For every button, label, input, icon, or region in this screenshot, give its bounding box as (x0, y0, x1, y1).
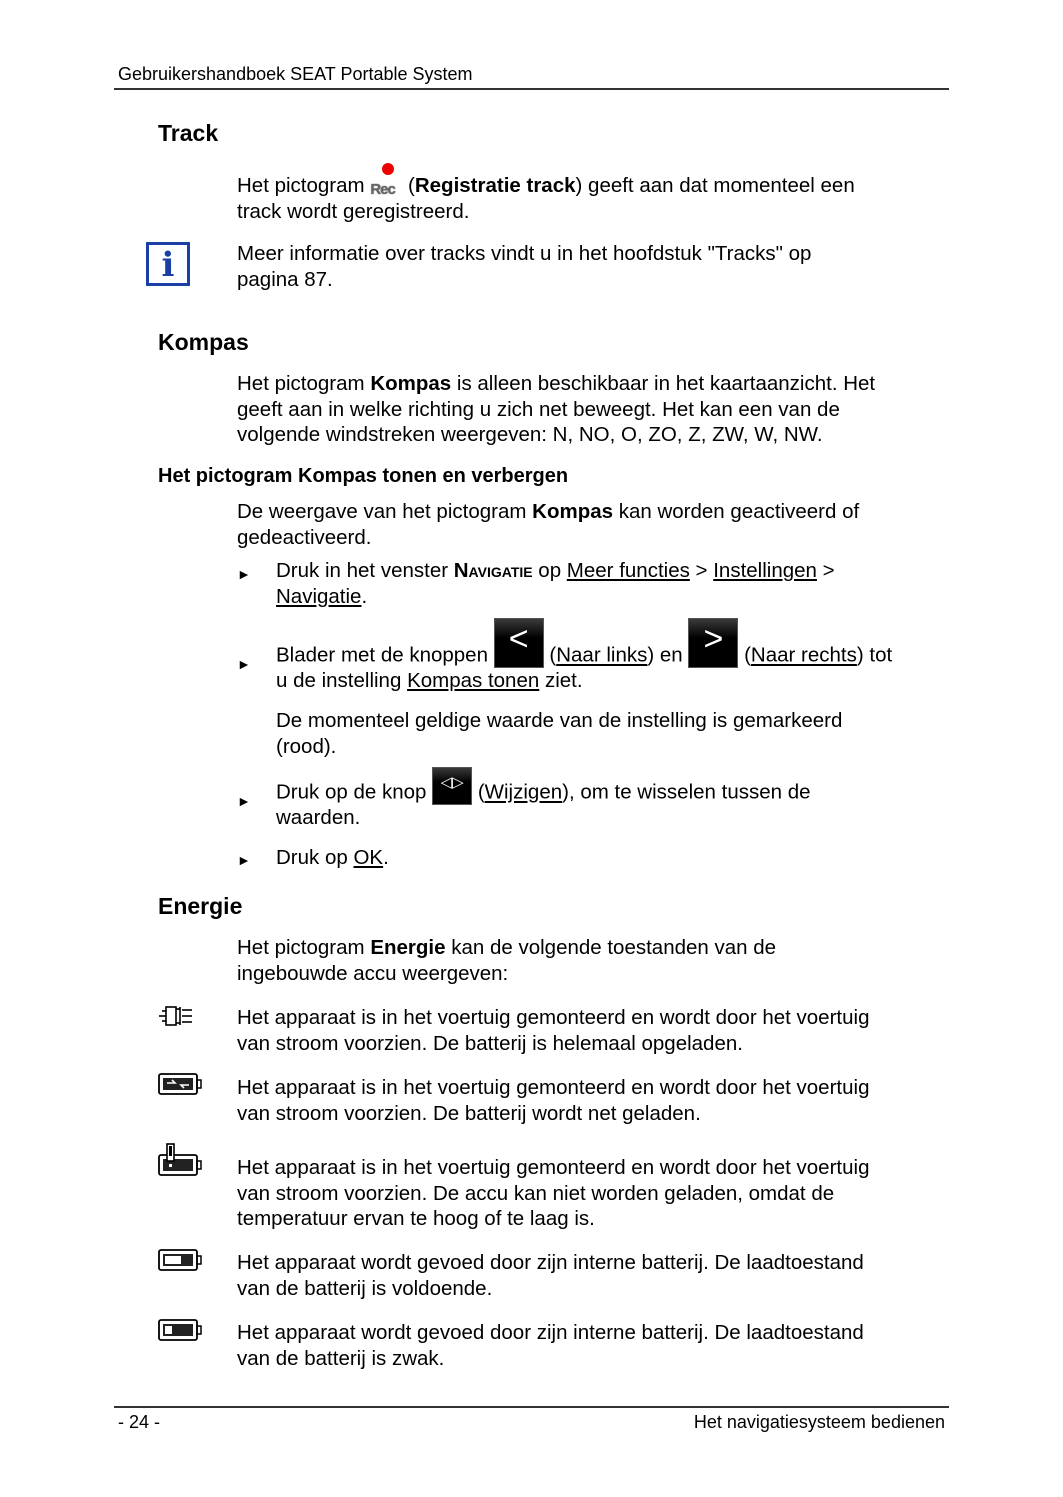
rec-icon: Rec (370, 175, 402, 195)
step-1: Druk in het venster Navigatie op Meer functies > Instellingen > Navigatie. (276, 559, 835, 608)
info-note: Meer informatie over tracks vindt u in het hoofdstuk "Tracks" op pagina 87. (237, 242, 812, 291)
kompas-paragraph: Het pictogram Kompas is alleen beschikbaar in het kaartaanzicht. Het geeft aan in welke richting u zich net beweegt. Het kan een van de volgende windstreken weergeven: N, NO, O, ZO, Z, ZW, W, NW. (237, 372, 876, 446)
energie-state-2: Het apparaat is in het voertuig gemonteerd en wordt door het voertuig van stroom voorzien. De batterij wordt net geladen. (237, 1076, 870, 1125)
link-naar-links[interactable]: Naar links (556, 643, 648, 667)
bullet-icon: ► (237, 852, 251, 868)
link-kompas-tonen[interactable]: Kompas tonen (407, 669, 540, 692)
energie-state-5: Het apparaat wordt gevoed door zijn interne batterij. De laadtoestand van de batterij is zwak. (237, 1321, 864, 1370)
bullet-icon: ► (237, 656, 251, 672)
battery-warning-icon (158, 1143, 204, 1177)
step-2-note: De momenteel geldige waarde van de instelling is gemarkeerd (rood). (276, 709, 843, 758)
link-wijzigen[interactable]: Wijzigen (484, 780, 563, 804)
link-navigatie[interactable]: Navigatie (276, 584, 362, 608)
link-instellingen[interactable]: Instellingen (713, 559, 817, 582)
footer-section: Het navigatiesysteem bedienen (693, 1412, 945, 1432)
heading-energie: Energie (158, 893, 243, 919)
step-4: Druk op OK. (276, 846, 389, 869)
running-header: Gebruikershandboek SEAT Portable System (118, 64, 473, 84)
header-rule (114, 88, 949, 90)
plug-icon (158, 1004, 198, 1028)
subheading-kompas-toggle: Het pictogram Kompas tonen en verbergen (158, 465, 569, 487)
battery-low-icon (158, 1318, 204, 1342)
button-right-icon: > (688, 618, 738, 668)
track-paragraph: Het pictogram Rec (Registratie track) geeft aan dat momenteel een track wordt geregistreerd. (237, 173, 937, 224)
link-naar-rechts[interactable]: Naar rechts (750, 643, 857, 667)
bullet-icon: ► (237, 566, 251, 582)
battery-sufficient-icon (158, 1248, 204, 1272)
footer-rule (114, 1406, 949, 1408)
energie-state-1: Het apparaat is in het voertuig gemonteerd en wordt door het voertuig van stroom voorzien. De batterij is helemaal opgeladen. (237, 1006, 870, 1055)
energie-state-4: Het apparaat wordt gevoed door zijn interne batterij. De laadtoestand van de batterij is voldoende. (237, 1251, 864, 1300)
link-meer-functies[interactable]: Meer functies (566, 559, 690, 582)
bullet-icon: ► (237, 793, 251, 809)
step-3: Druk op de knop ◁▷ (Wijzigen), om te wisselen tussen de waarden. (276, 767, 956, 831)
kompas-toggle-paragraph: De weergave van het pictogram Kompas kan worden geactiveerd of gedeactiveerd. (237, 500, 860, 549)
energie-state-3: Het apparaat is in het voertuig gemonteerd en wordt door het voertuig van stroom voorzien. De accu kan niet worden geladen, omdat de temperatuur ervan te hoog of te laag is. (237, 1156, 870, 1230)
link-ok[interactable]: OK (353, 846, 384, 869)
info-icon: i (146, 242, 190, 286)
button-left-icon: < (494, 618, 544, 668)
heading-track: Track (158, 120, 219, 146)
energie-paragraph: Het pictogram Energie kan de volgende toestanden van de ingebouwde accu weergeven: (237, 936, 777, 985)
page-number: - 24 - (118, 1412, 161, 1432)
step-2: Blader met de knoppen < (Naar links) en > (Naar rechts) tot u de instelling Kompas tonen ziet. (276, 620, 893, 692)
battery-charging-icon (158, 1072, 204, 1096)
heading-kompas: Kompas (158, 329, 249, 355)
change-button-icon: ◁▷ (432, 767, 472, 805)
